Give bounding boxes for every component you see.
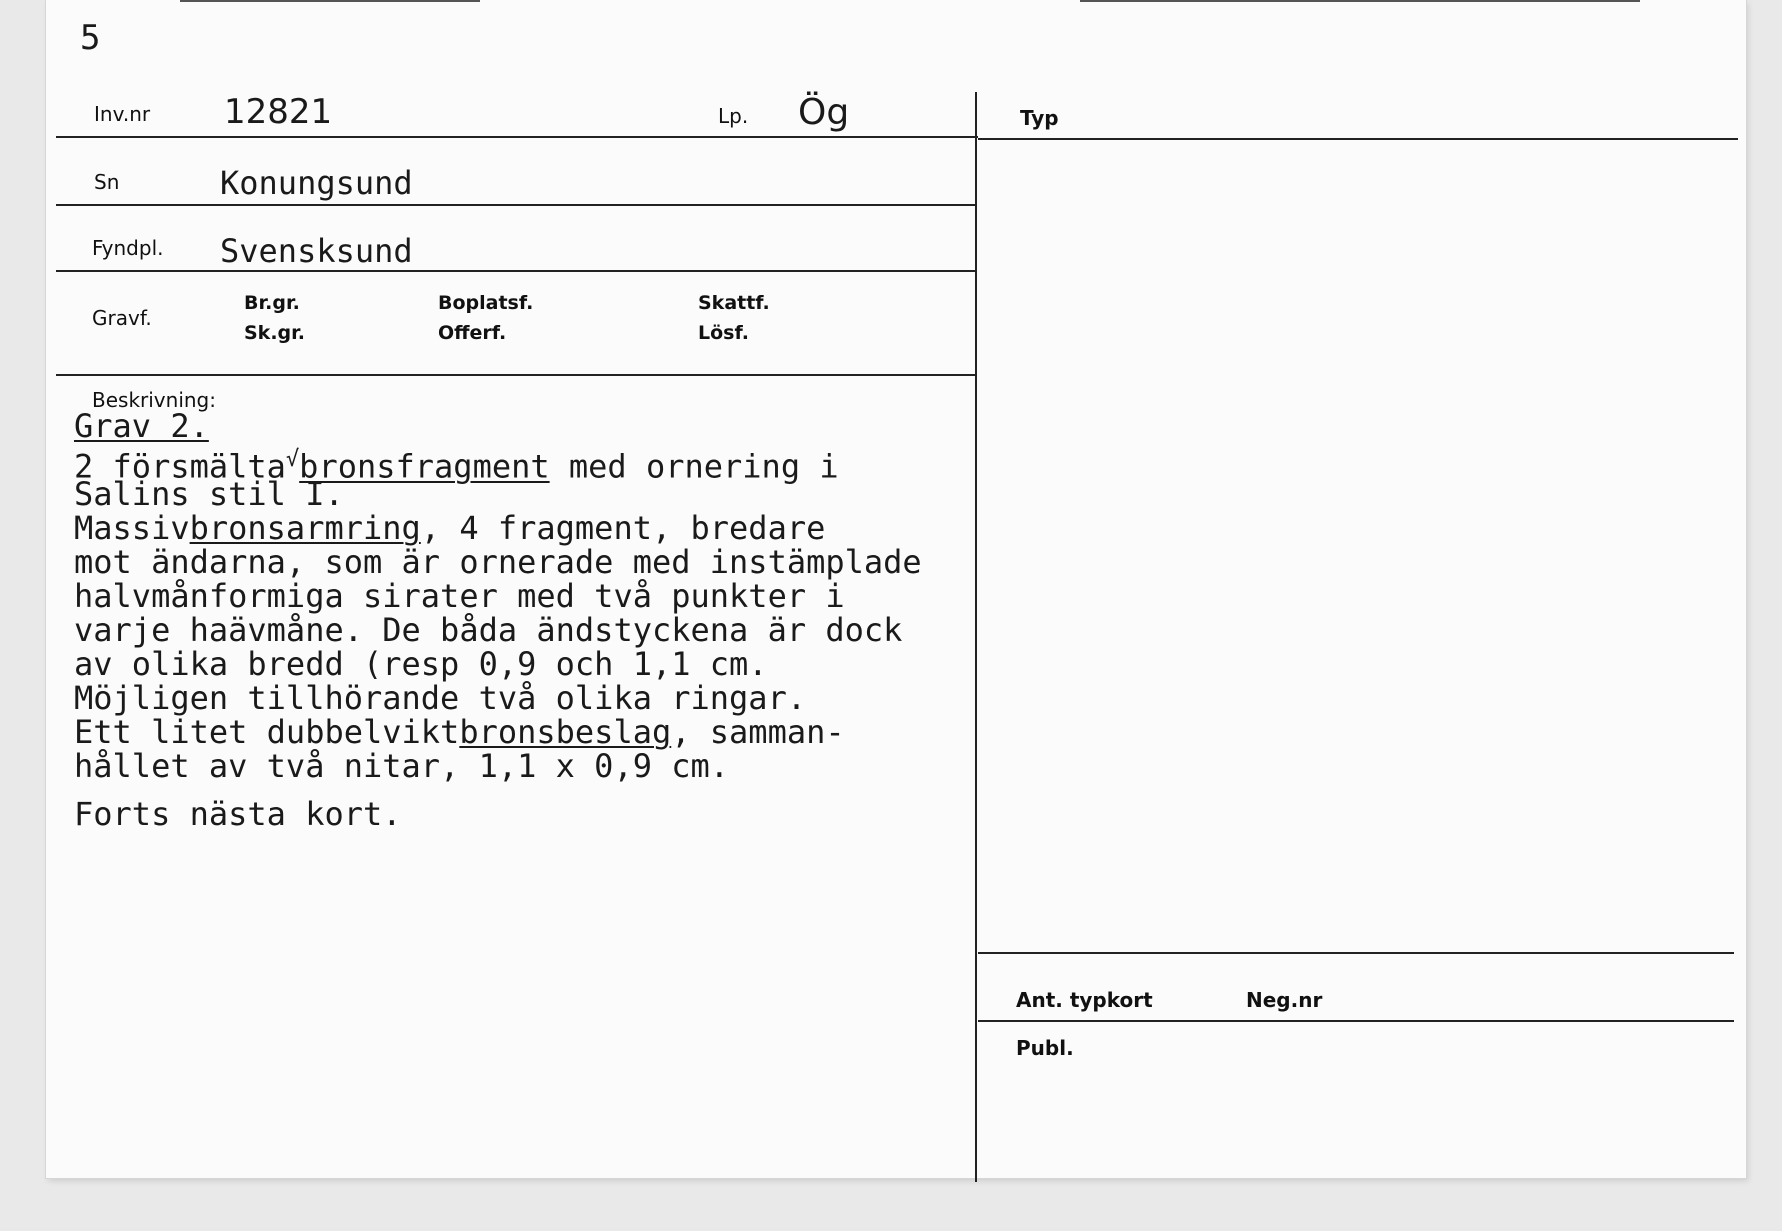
divider-line bbox=[56, 136, 978, 138]
description-line: Forts nästa kort. bbox=[74, 795, 402, 833]
top-edge-mark bbox=[1080, 0, 1640, 2]
column-divider bbox=[975, 92, 977, 1182]
typ-label: Typ bbox=[1020, 106, 1059, 130]
gravf-label: Gravf. bbox=[92, 306, 152, 330]
losf-label: Lösf. bbox=[698, 322, 749, 344]
description-fragment: med ornering i bbox=[549, 447, 839, 486]
description-keyword: bronsbeslag bbox=[459, 713, 672, 751]
description-line bbox=[74, 409, 922, 443]
card-sequence-number: 5 bbox=[80, 18, 101, 58]
top-edge-mark bbox=[180, 0, 480, 2]
description-fragment: , 4 fragment, bredare bbox=[420, 509, 826, 547]
description-line: halvmånformiga sirater med två punkter i bbox=[74, 577, 845, 615]
offerf-label: Offerf. bbox=[438, 322, 507, 344]
description-heading: Grav 2. bbox=[74, 407, 209, 445]
sk-gr-label: Sk.gr. bbox=[244, 322, 306, 344]
checkmark-icon: √ bbox=[285, 447, 300, 472]
skattf-label: Skattf. bbox=[698, 292, 770, 314]
lp-label: Lp. bbox=[718, 104, 749, 128]
description-fragment: Massiv bbox=[74, 509, 190, 547]
neg-nr-label: Neg.nr bbox=[1246, 988, 1323, 1012]
description-fragment: Ett litet dubbelvikt bbox=[74, 713, 460, 751]
description-line: Salins stil I. bbox=[74, 475, 344, 513]
divider-line bbox=[978, 138, 1738, 140]
sn-value: Konungsund bbox=[220, 164, 413, 202]
description-line: mot ändarna, som är ornerade med instämplade bbox=[74, 543, 922, 581]
description-line: Möjligen tillhörande två olika ringar. bbox=[74, 679, 807, 717]
description-line bbox=[74, 511, 922, 545]
fyndpl-label: Fyndpl. bbox=[92, 236, 164, 260]
description-text bbox=[74, 409, 922, 831]
lp-value: Ög bbox=[798, 92, 850, 133]
inv-nr-label: Inv.nr bbox=[94, 102, 151, 126]
publ-label: Publ. bbox=[1016, 1036, 1074, 1060]
description-keyword: bronsfragment bbox=[299, 447, 550, 486]
description-line: varje haävmåne. De båda ändstyckena är dock bbox=[74, 611, 903, 649]
inv-nr-value: 12821 bbox=[224, 92, 333, 132]
description-line: av olika bredd (resp 0,9 och 1,1 cm. bbox=[74, 645, 768, 683]
divider-line bbox=[56, 374, 976, 376]
divider-line bbox=[56, 270, 976, 272]
divider-line bbox=[978, 952, 1734, 954]
divider-line bbox=[978, 1020, 1734, 1022]
ant-typkort-label: Ant. typkort bbox=[1016, 988, 1153, 1012]
description-line bbox=[74, 443, 922, 486]
fyndpl-value: Svensksund bbox=[220, 232, 413, 270]
description-fragment: 2 försmälta bbox=[74, 447, 286, 486]
br-gr-label: Br.gr. bbox=[244, 292, 300, 314]
beskrivning-label: Beskrivning: bbox=[92, 388, 216, 412]
description-line: hållet av två nitar, 1,1 x 0,9 cm. bbox=[74, 747, 730, 785]
sn-label: Sn bbox=[94, 170, 120, 194]
divider-line bbox=[56, 204, 976, 206]
description-fragment: , samman- bbox=[671, 713, 845, 751]
description-line bbox=[74, 715, 922, 749]
description-keyword: bronsarmring bbox=[189, 509, 421, 547]
boplatsf-label: Boplatsf. bbox=[438, 292, 534, 314]
